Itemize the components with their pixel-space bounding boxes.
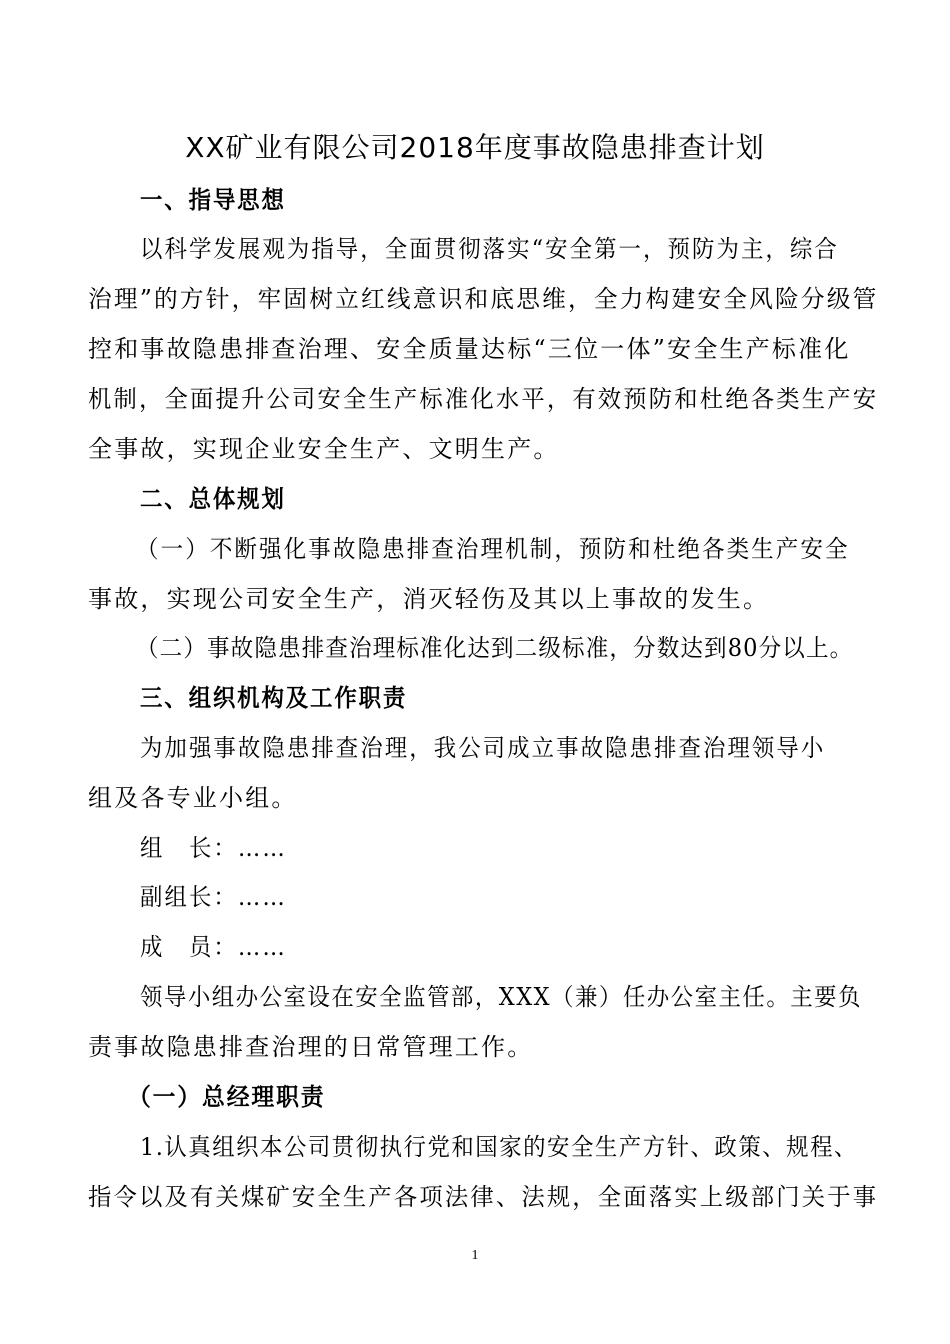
section-heading-guiding-ideology: 一、指导思想 (140, 186, 286, 214)
paragraph-line: 为加强事故隐患排查治理，我公司成立事故隐患排查治理领导小 (140, 734, 826, 762)
paragraph-line: 1.认真组织本公司贯彻执行党和国家的安全生产方针、政策、规程、 (140, 1133, 858, 1161)
roster-line-members: 成 员：…… (140, 933, 287, 961)
section-heading-overall-plan: 二、总体规划 (140, 485, 286, 513)
roster-line-deputy: 副组长：…… (140, 883, 287, 911)
paragraph-line: 组及各专业小组。 (88, 784, 298, 812)
paragraph-line: 事故，实现公司安全生产，消灭轻伤及其以上事故的发生。 (88, 585, 770, 613)
section-heading-organization: 三、组织机构及工作职责 (140, 684, 408, 712)
paragraph-line: 责事故隐患排查治理的日常管理工作。 (88, 1033, 534, 1061)
paragraph-line: 全事故，实现企业安全生产、文明生产。 (88, 435, 560, 463)
paragraph-line: 治理”的方针，牢固树立红线意识和底思维，全力构建安全风险分级管 (88, 285, 879, 313)
document-title: XX矿业有限公司2018年度事故隐患排查计划 (185, 131, 765, 164)
page-number: 1 (471, 1248, 479, 1263)
subsection-heading-gm-duties: （一）总经理职责 (128, 1083, 326, 1111)
paragraph-line: 控和事故隐患排查治理、安全质量达标“三位一体”安全生产标准化 (88, 335, 851, 363)
paragraph-line: （二）事故隐患排查治理标准化达到二级标准，分数达到80分以上。 (136, 634, 854, 662)
paragraph-line: （一）不断强化事故隐患排查治理机制，预防和杜绝各类生产安全 (136, 535, 850, 563)
roster-line-leader: 组 长：…… (140, 834, 287, 862)
paragraph-line: 指令以及有关煤矿安全生产各项法律、法规，全面落实上级部门关于事 (88, 1183, 879, 1211)
paragraph-line: 以科学发展观为指导，全面贯彻落实“安全第一，预防为主，综合 (140, 235, 839, 263)
paragraph-line: 机制，全面提升公司安全生产标准化水平，有效预防和杜绝各类生产安 (88, 385, 879, 413)
paragraph-line: 领导小组办公室设在安全监管部，XXX（兼）任办公室主任。主要负 (140, 983, 863, 1011)
